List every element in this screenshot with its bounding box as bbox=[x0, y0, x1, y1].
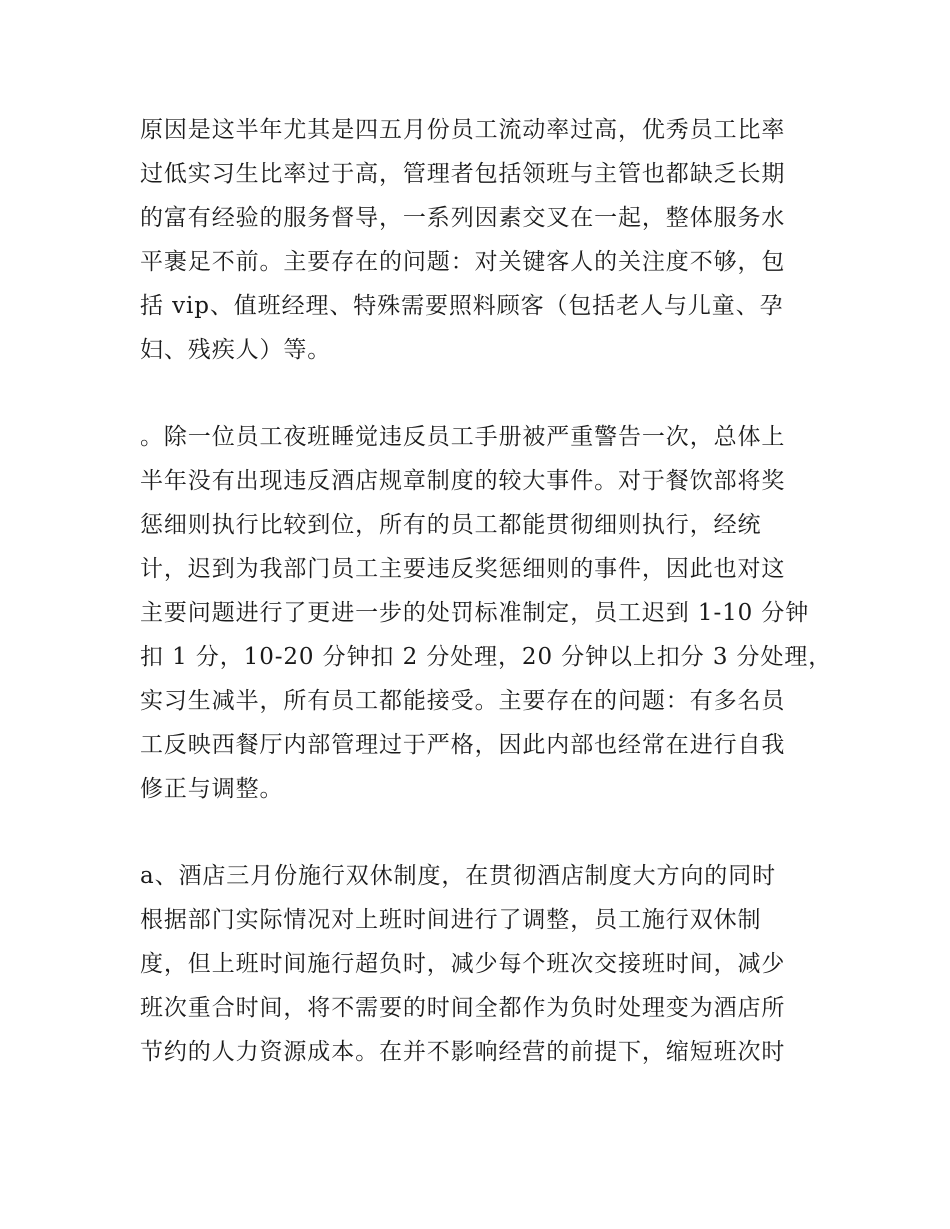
text-line: 过低实习生比率过于高，管理者包括领班与主管也都缺乏长期 bbox=[140, 161, 786, 187]
text-line: 根据部门实际情况对上班时间进行了调整，员工施行双休制 bbox=[140, 907, 762, 933]
text-line: 的富有经验的服务督导，一系列因素交叉在一起，整体服务水 bbox=[140, 205, 786, 231]
text-line: 计，迟到为我部门员工主要违反奖惩细则的事件，因此也对这 bbox=[140, 556, 786, 582]
text-line: 平裹足不前。主要存在的问题：对关键客人的关注度不够，包 bbox=[140, 249, 786, 275]
text-line: 惩细则执行比较到位，所有的员工都能贯彻细则执行，经统 bbox=[140, 512, 762, 538]
text-line: a、酒店三月份施行双休制度，在贯彻酒店制度大方向的同时 bbox=[140, 863, 777, 889]
text-line: 括 vip、值班经理、特殊需要照料顾客（包括老人与儿童、孕 bbox=[140, 293, 784, 319]
text-line: 主要问题进行了更进一步的处罚标准制定，员工迟到 1-10 分钟 bbox=[140, 600, 810, 626]
text-line: 度，但上班时间施行超负时，减少每个班次交接班时间，减少 bbox=[140, 951, 786, 977]
text-line: 扣 1 分，10-20 分钟扣 2 分处理，20 分钟以上扣分 3 分处理， bbox=[140, 644, 833, 670]
text-line: 妇、残疾人）等。 bbox=[140, 337, 332, 363]
text-line: 修正与调整。 bbox=[140, 776, 284, 802]
text-line: 半年没有出现违反酒店规章制度的较大事件。对于餐饮部将奖 bbox=[140, 468, 786, 494]
text-line: 节约的人力资源成本。在并不影响经营的前提下，缩短班次时 bbox=[140, 1039, 786, 1065]
text-line: 工反映西餐厅内部管理过于严格，因此内部也经常在进行自我 bbox=[140, 732, 786, 758]
text-line: 。除一位员工夜班睡觉违反员工手册被严重警告一次，总体上 bbox=[140, 424, 786, 450]
text-line: 班次重合时间，将不需要的时间全都作为负时处理变为酒店所 bbox=[140, 995, 786, 1021]
text-line: 原因是这半年尤其是四五月份员工流动率过高，优秀员工比率 bbox=[140, 117, 786, 143]
text-line: 实习生减半，所有员工都能接受。主要存在的问题：有多名员 bbox=[140, 688, 786, 714]
